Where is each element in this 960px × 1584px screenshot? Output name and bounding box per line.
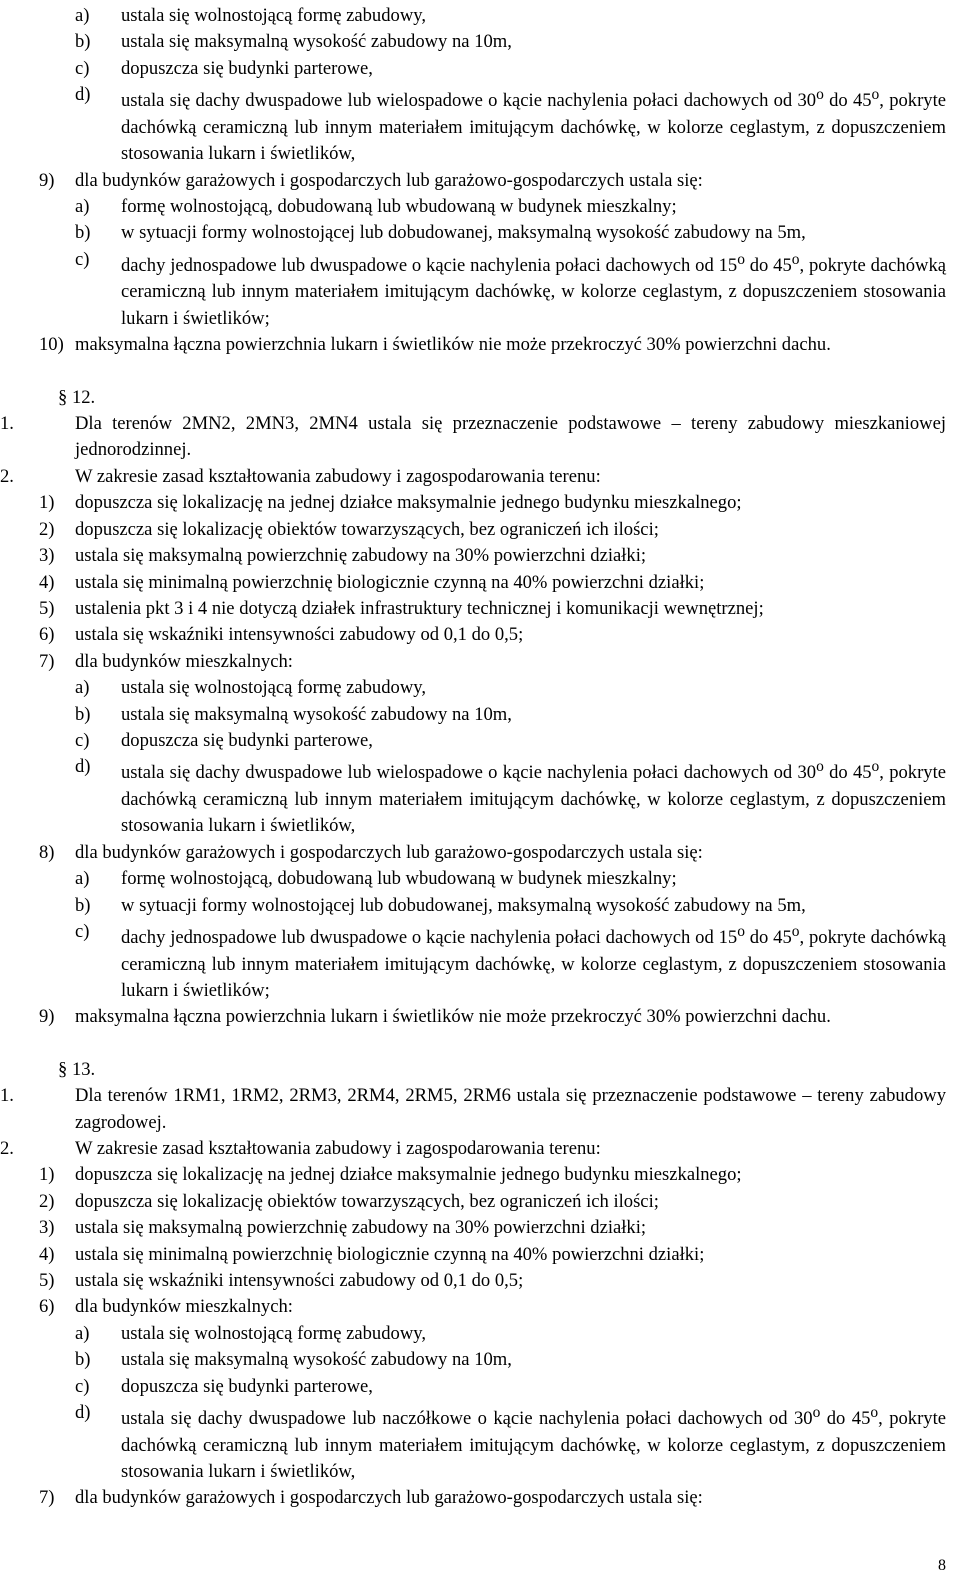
paragraph-text: Dla terenów 2MN2, 2MN3, 2MN4 ustala się przeznaczenie podstawowe – tereny zabudowy mieszkaniowej jednorodzinnej.	[75, 413, 946, 461]
item-label: 2)	[39, 518, 55, 540]
item-label: b)	[75, 31, 91, 53]
item-label: d)	[75, 756, 91, 778]
item-text: ustala się minimalną powierzchnię biologicznie czynną na 40% powierzchni działki;	[75, 571, 705, 593]
item-text: w sytuacji formy wolnostojącej lub dobudowanej, maksymalną wysokość zabudowy na 5m,	[121, 894, 806, 916]
item-text: ustala się minimalną powierzchnię biologicznie czynną na 40% powierzchni działki;	[75, 1243, 705, 1265]
list-item	[0, 220, 946, 246]
list-item	[0, 1294, 946, 1320]
item-text: dla budynków garażowych i gospodarczych lub garażowo-gospodarczych ustala się:	[75, 841, 703, 863]
item-text: do 45	[823, 90, 872, 112]
paragraph	[0, 464, 946, 490]
paragraph-label: 2.	[0, 1138, 14, 1159]
item-text: dla budynków mieszkalnych:	[75, 1296, 293, 1318]
page-number: 8	[938, 1557, 946, 1574]
list-item	[0, 1215, 946, 1241]
paragraph-text: W zakresie zasad kształtowania zabudowy i zagospodarowania terenu:	[75, 465, 601, 487]
item-text: ustala się maksymalną wysokość zabudowy na 10m,	[121, 703, 512, 725]
item-label: b)	[75, 1349, 91, 1371]
item-text: , pokryte dachówką ceramiczną lub innym materiałem imitującym dachówkę, w kolorze ceglastym, z dopuszczeniem stosowania lukarn i świetlików;	[121, 927, 946, 1001]
item-label: 5)	[39, 597, 55, 619]
degree-sup: o	[816, 86, 824, 104]
item-label: 1)	[39, 492, 55, 514]
item-text: do 45	[744, 255, 792, 277]
paragraph	[0, 1136, 946, 1162]
item-label: b)	[75, 703, 91, 725]
paragraph	[0, 1083, 946, 1136]
list-item	[0, 247, 946, 332]
item-text: do 45	[820, 1408, 871, 1430]
list-item	[0, 1321, 946, 1347]
list-item	[0, 919, 946, 1004]
item-label: 4)	[39, 571, 55, 593]
item-text: do 45	[744, 927, 792, 949]
list-item	[0, 168, 946, 194]
item-text: dachy jednospadowe lub dwuspadowe o kącie nachylenia połaci dachowych od 15	[121, 255, 738, 277]
degree-sup: o	[791, 250, 800, 268]
list-item	[0, 866, 946, 892]
item-label: c)	[75, 248, 90, 270]
item-label: b)	[75, 222, 91, 244]
item-label: 1)	[39, 1164, 55, 1186]
paragraph-text: Dla terenów 1RM1, 1RM2, 2RM3, 2RM4, 2RM5, 2RM6 ustala się przeznaczenie podstawowe – tereny zabudowy zagrodowej.	[75, 1085, 946, 1133]
item-text: dopuszcza się budynki parterowe,	[121, 1375, 373, 1397]
item-text: ustala się wolnostojącą formę zabudowy,	[121, 677, 426, 699]
item-text: w sytuacji formy wolnostojącej lub dobudowanej, maksymalną wysokość zabudowy na 5m,	[121, 222, 806, 244]
item-text: ustala się dachy dwuspadowe lub naczółkowe o kącie nachylenia połaci dachowych od 30	[121, 1408, 813, 1430]
item-text: ustala się dachy dwuspadowe lub wielospadowe o kącie nachylenia połaci dachowych od 30	[121, 762, 817, 784]
item-text: , pokryte dachówką ceramiczną lub innym materiałem imitującym dachówkę, w kolorze ceglastym, z dopuszczeniem stosowania lukarn i świetlików;	[121, 255, 946, 329]
item-text: dopuszcza się lokalizację na jednej działce maksymalnie jednego budynku mieszkalnego;	[75, 492, 742, 514]
section-heading-13: § 13.	[58, 1058, 96, 1080]
item-label: c)	[75, 1375, 90, 1397]
item-text: ustala się wolnostojącą formę zabudowy,	[121, 5, 426, 26]
item-label: 7)	[39, 650, 55, 672]
list-item	[0, 728, 946, 754]
item-label: a)	[75, 677, 90, 699]
item-text: ustala się wskaźniki intensywności zabudowy od 0,1 do 0,5;	[75, 1270, 524, 1292]
item-text: dopuszcza się lokalizację obiektów towarzyszących, bez ograniczeń ich ilości;	[75, 1190, 659, 1212]
degree-sup: o	[791, 922, 800, 940]
item-label: 2)	[39, 1190, 55, 1212]
degree-sup: o	[816, 758, 824, 776]
item-label: a)	[75, 868, 90, 890]
item-text: ustala się maksymalną powierzchnię zabudowy na 30% powierzchni działki;	[75, 545, 647, 567]
item-text: , pokryte dachówką ceramiczną lub innym materiałem imitującym dachówkę, w kolorze ceglastym, z dopuszczeniem stosowania lukarn i świetlików,	[121, 90, 946, 165]
degree-sup: o	[812, 1404, 821, 1422]
section-heading-12: § 12.	[58, 386, 96, 408]
list-item	[0, 1400, 946, 1485]
list-item	[0, 1189, 946, 1215]
list-item	[0, 840, 946, 866]
item-label: 5)	[39, 1270, 55, 1292]
document-page	[0, 3, 960, 1512]
item-label: d)	[75, 84, 91, 106]
item-label: d)	[75, 1402, 91, 1424]
item-text: ustala się maksymalną powierzchnię zabudowy na 30% powierzchni działki;	[75, 1217, 647, 1239]
item-label: 4)	[39, 1243, 55, 1265]
item-text: dla budynków mieszkalnych:	[75, 650, 293, 672]
list-item	[0, 517, 946, 543]
item-text: dopuszcza się lokalizację na jednej działce maksymalnie jednego budynku mieszkalnego;	[75, 1164, 742, 1186]
item-label: c)	[75, 57, 90, 79]
paragraph-label: 1.	[0, 413, 14, 435]
paragraph-label: 1.	[0, 1085, 14, 1107]
item-text: dla budynków garażowych i gospodarczych lub garażowo-gospodarczych ustala się:	[75, 169, 703, 191]
item-label: 10)	[39, 334, 64, 356]
list-item	[0, 194, 946, 220]
item-label: 6)	[39, 1296, 55, 1318]
item-label: a)	[75, 5, 90, 26]
list-item	[0, 675, 946, 701]
item-label: 8)	[39, 841, 55, 863]
item-label: 9)	[39, 1006, 55, 1028]
item-label: 7)	[39, 1487, 55, 1509]
item-text: dopuszcza się lokalizację obiektów towarzyszących, bez ograniczeń ich ilości;	[75, 518, 659, 540]
item-label: 3)	[39, 1217, 55, 1239]
item-label: c)	[75, 920, 90, 942]
list-item	[0, 332, 946, 358]
item-text: maksymalna łączna powierzchnia lukarn i świetlików nie może przekroczyć 30% powierzchni dachu.	[75, 1006, 831, 1028]
list-item	[0, 1268, 946, 1294]
degree-sup: o	[737, 250, 745, 268]
item-text: ustala się dachy dwuspadowe lub wielospadowe o kącie nachylenia połaci dachowych od 30	[121, 90, 817, 112]
item-label: 3)	[39, 545, 55, 567]
item-text: dopuszcza się budynki parterowe,	[121, 729, 373, 751]
list-item	[0, 1485, 946, 1511]
item-text: ustala się wskaźniki intensywności zabudowy od 0,1 do 0,5;	[75, 624, 524, 646]
degree-sup: o	[871, 86, 880, 104]
list-item	[0, 1242, 946, 1268]
item-text: ustala się maksymalną wysokość zabudowy na 10m,	[121, 1349, 512, 1371]
item-label: c)	[75, 729, 90, 751]
list-item	[0, 3, 946, 29]
paragraph-text: W zakresie zasad kształtowania zabudowy i zagospodarowania terenu:	[75, 1138, 601, 1159]
list-item	[0, 622, 946, 648]
list-item	[0, 1374, 946, 1400]
degree-sup: o	[870, 1404, 879, 1422]
item-label: 6)	[39, 624, 55, 646]
item-text: ustalenia pkt 3 i 4 nie dotyczą działek infrastruktury technicznej i komunikacji wewnętrznej;	[75, 597, 764, 619]
list-item	[0, 1162, 946, 1188]
item-label: a)	[75, 196, 90, 218]
list-item	[0, 596, 946, 622]
item-text: dopuszcza się budynki parterowe,	[121, 57, 373, 79]
item-text: ustala się maksymalną wysokość zabudowy na 10m,	[121, 31, 512, 53]
list-item	[0, 1347, 946, 1373]
paragraph-label: 2.	[0, 465, 14, 487]
list-item	[0, 570, 946, 596]
item-text: formę wolnostojącą, dobudowaną lub wbudowaną w budynek mieszkalny;	[121, 196, 677, 218]
list-item	[0, 490, 946, 516]
item-text: dachy jednospadowe lub dwuspadowe o kącie nachylenia połaci dachowych od 15	[121, 927, 738, 949]
item-text: do 45	[823, 762, 872, 784]
degree-sup: o	[737, 922, 745, 940]
list-item	[0, 1004, 946, 1030]
item-text: maksymalna łączna powierzchnia lukarn i świetlików nie może przekroczyć 30% powierzchni dachu.	[75, 334, 831, 356]
list-item	[0, 82, 946, 167]
item-text: dla budynków garażowych i gospodarczych lub garażowo-gospodarczych ustala się:	[75, 1487, 703, 1509]
item-text: , pokryte dachówką ceramiczną lub innym materiałem imitującym dachówkę, w kolorze ceglastym, z dopuszczeniem stosowania lukarn i świetlików,	[121, 1408, 946, 1483]
item-text: formę wolnostojącą, dobudowaną lub wbudowaną w budynek mieszkalny;	[121, 868, 677, 890]
item-label: 9)	[39, 169, 55, 191]
paragraph	[0, 411, 946, 464]
item-text: ustala się wolnostojącą formę zabudowy,	[121, 1322, 426, 1344]
item-text: , pokryte dachówką ceramiczną lub innym materiałem imitującym dachówkę, w kolorze ceglastym, z dopuszczeniem stosowania lukarn i świetlików,	[121, 762, 946, 837]
list-item	[0, 649, 946, 675]
list-item	[0, 893, 946, 919]
list-item	[0, 56, 946, 82]
item-label: b)	[75, 894, 91, 916]
item-label: a)	[75, 1322, 90, 1344]
degree-sup: o	[871, 758, 880, 776]
list-item	[0, 702, 946, 728]
list-item	[0, 754, 946, 839]
list-item	[0, 543, 946, 569]
list-item	[0, 29, 946, 55]
